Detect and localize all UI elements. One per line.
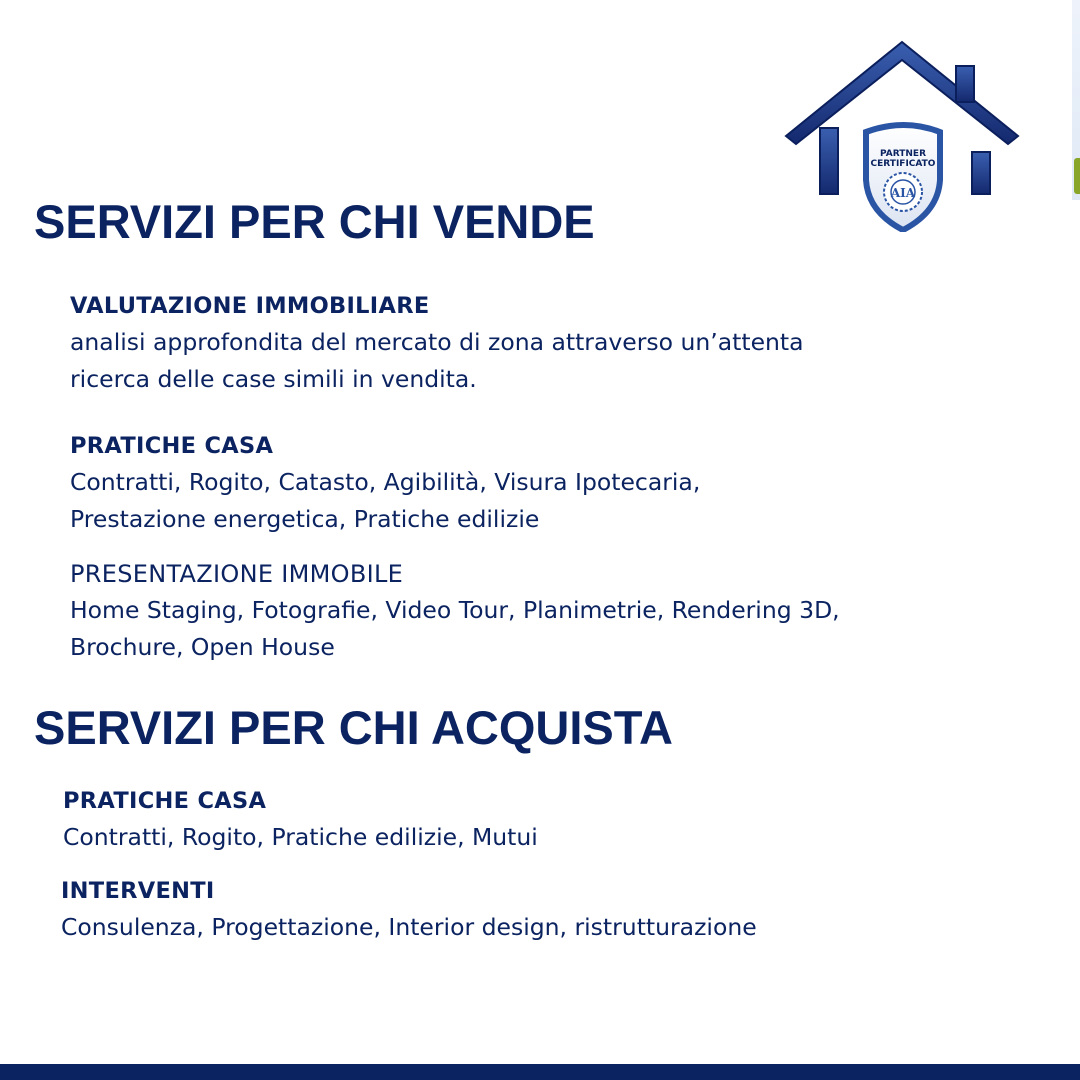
- edge-accent: [1074, 158, 1080, 194]
- left-wall: [820, 128, 838, 194]
- service-label: PRATICHE CASA: [63, 788, 267, 814]
- service-label: PRATICHE CASA: [70, 433, 274, 459]
- service-description-line: Contratti, Rogito, Catasto, Agibilità, Visura Ipotecaria,: [70, 468, 701, 496]
- service-pratiche-acquisto: [63, 783, 538, 856]
- buy-section-title: SERVIZI PER CHI ACQUISTA: [34, 701, 673, 754]
- footer-bar: [0, 1064, 1080, 1080]
- service-presentazione: [70, 556, 840, 666]
- badge-line1: PARTNER: [879, 149, 927, 159]
- service-valutazione: [70, 288, 804, 398]
- service-description-line: Consulenza, Progettazione, Interior design, ristrutturazione: [61, 913, 757, 941]
- service-label: VALUTAZIONE IMMOBILIARE: [70, 293, 430, 319]
- service-description-line: Home Staging, Fotografie, Video Tour, Planimetrie, Rendering 3D,: [70, 596, 840, 624]
- chimney: [956, 66, 974, 102]
- service-label: INTERVENTI: [61, 878, 215, 904]
- service-description-line: Brochure, Open House: [70, 633, 335, 661]
- service-interventi: [61, 873, 757, 946]
- service-label: PRESENTAZIONE IMMOBILE: [70, 560, 404, 588]
- service-description-line: Prestazione energetica, Pratiche edilizie: [70, 505, 540, 533]
- service-description-line: Contratti, Rogito, Pratiche edilizie, Mutui: [63, 823, 538, 851]
- house-certified-logo: [782, 40, 1022, 232]
- service-description-line: ricerca delle case simili in vendita.: [70, 365, 477, 393]
- right-wall: [972, 152, 990, 194]
- badge-line2: CERTIFICATO: [870, 159, 936, 169]
- service-pratiche-vendita: [70, 428, 700, 538]
- sell-section-title: SERVIZI PER CHI VENDE: [34, 195, 595, 248]
- badge-mark: AIA: [890, 186, 916, 200]
- service-description-line: analisi approfondita del mercato di zona attraverso un’attenta: [70, 328, 804, 356]
